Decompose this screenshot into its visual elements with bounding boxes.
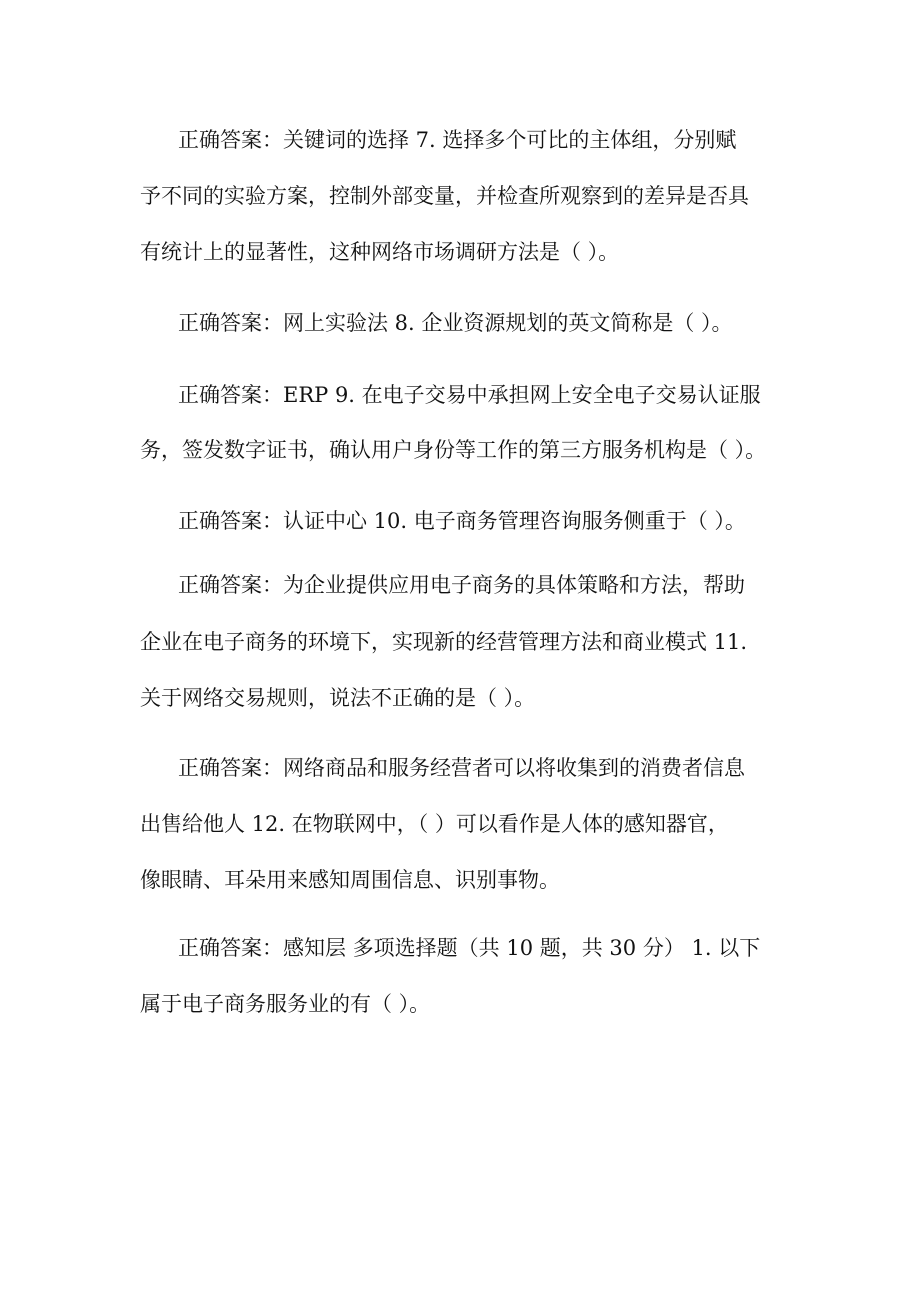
paragraph-line: 属于电子商务服务业的有（ ）。	[140, 992, 431, 1016]
paragraph-line: 有统计上的显著性，这种网络市场调研方法是（ ）。	[140, 240, 620, 264]
paragraph-line: 企业在电子商务的环境下，实现新的经营管理方法和商业模式 11.	[140, 630, 748, 654]
paragraph-line: 正确答案：网络商品和服务经营者可以将收集到的消费者信息	[178, 756, 745, 780]
paragraph-line: 予不同的实验方案，控制外部变量，并检查所观察到的差异是否具	[140, 184, 749, 208]
paragraph-line: 关于网络交易规则，说法不正确的是（ ）。	[140, 686, 536, 710]
paragraph-line: 像眼睛、耳朵用来感知周围信息、识别事物。	[140, 868, 560, 892]
paragraph-line: 正确答案：认证中心 10. 电子商务管理咨询服务侧重于（ ）。	[178, 509, 746, 533]
paragraph-line: 正确答案：为企业提供应用电子商务的具体策略和方法，帮助	[178, 573, 745, 597]
paragraph-line: 出售给他人 12. 在物联网中，（ ）可以看作是人体的感知器官，	[140, 812, 729, 836]
paragraph-line: 正确答案：关键词的选择 7. 选择多个可比的主体组，分别赋	[178, 128, 737, 152]
paragraph-line: 务，签发数字证书，确认用户身份等工作的第三方服务机构是（ ）。	[140, 438, 767, 462]
paragraph-line: 正确答案：感知层 多项选择题（共 10 题，共 30 分） 1. 以下	[178, 936, 761, 960]
paragraph-line: 正确答案：网上实验法 8. 企业资源规划的英文简称是（ ）。	[178, 311, 733, 335]
paragraph-line: 正确答案：ERP 9. 在电子交易中承担网上安全电子交易认证服	[178, 383, 761, 407]
